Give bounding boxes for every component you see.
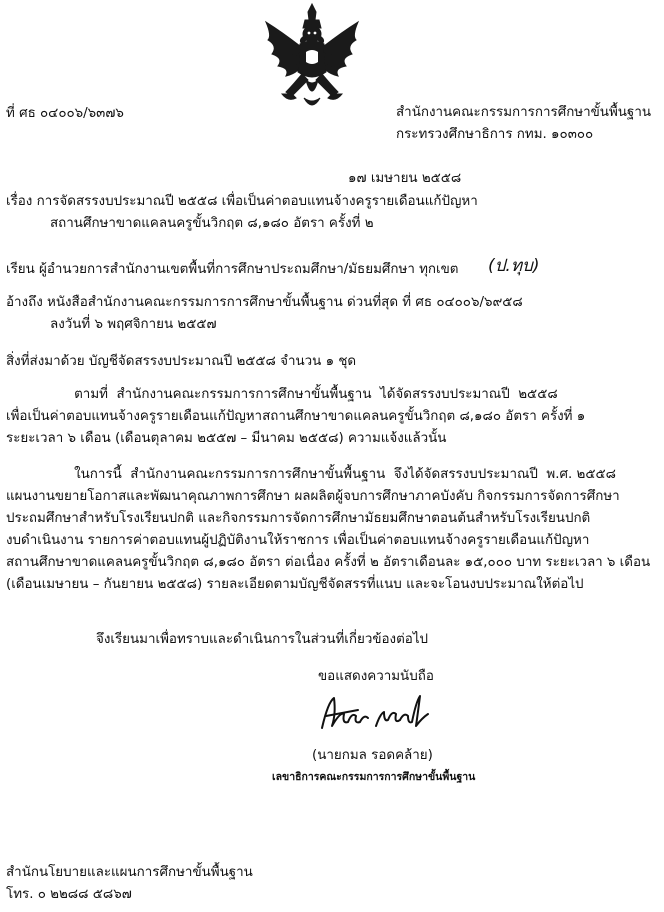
signer-position: เลขาธิการคณะกรรมการการศึกษาขั้นพื้นฐาน <box>272 771 476 783</box>
salutation: เรียน ผู้อำนวยการสำนักงานเขตพื้นที่การศึกษาประถมศึกษา/มัธยมศึกษา ทุกเขต <box>6 262 459 277</box>
paragraph-2-line: งบดำเนินงาน รายการค่าตอบแทนผู้ปฏิบัติงานให้ราชการ เพื่อเป็นค่าตอบแทนจ้างครูรายเดือนแก้ปัญหา <box>6 533 590 548</box>
paragraph-1 <box>6 384 585 450</box>
footer-department: สำนักนโยบายและแผนการศึกษาขั้นพื้นฐาน <box>6 865 253 880</box>
paragraph-1-line: ตามที่ สำนักงานคณะกรรมการการศึกษาขั้นพื้นฐาน ได้จัดสรรงบประมาณปี ๒๕๕๘ <box>6 387 558 402</box>
subject-block <box>6 191 478 235</box>
footer-block <box>6 862 253 906</box>
office-line-2: กระทรวงศึกษาธิการ กทม. ๑๐๓๐๐ <box>396 127 594 142</box>
handwritten-note: (ป.ทุบ) <box>488 256 540 276</box>
garuda-emblem <box>262 2 362 114</box>
paragraph-1-line: เพื่อเป็นค่าตอบแทนจ้างครูรายเดือนแก้ปัญหาสถานศึกษาขาดแคลนครูขั้นวิกฤต ๘,๑๘๐ อัตรา ครั้งที่ ๑ <box>6 409 586 424</box>
paragraph-2-line: (เดือนเมษายน – กันยายน ๒๕๕๘) รายละเอียดตามบัญชีจัดสรรที่แนบ และจะโอนงบประมาณให้ต่อไป <box>6 577 584 592</box>
subject-line-1: เรื่อง การจัดสรรงบประมาณปี ๒๕๕๘ เพื่อเป็นค่าตอบแทนจ้างครูรายเดือนแก้ปัญหา <box>6 194 478 209</box>
reference-block <box>6 292 523 336</box>
paragraph-2-line: สถานศึกษาขาดแคลนครูขั้นวิกฤต ๘,๑๘๐ อัตรา ต่อเนื่อง ครั้งที่ ๒ อัตราเดือนละ ๑๕,๐๐๐ บาท ระยะเวลา ๖ เดือน <box>6 555 651 570</box>
paragraph-2 <box>6 464 650 596</box>
regards-line: ขอแสดงความนับถือ <box>318 669 434 684</box>
subject-line-2: สถานศึกษาขาดแคลนครูขั้นวิกฤต ๘,๑๘๐ อัตรา ครั้งที่ ๒ <box>50 216 374 231</box>
paragraph-2-line: แผนงานขยายโอกาสและพัฒนาคุณภาพการศึกษา ผลผลิตผู้จบการศึกษาภาคบังคับ กิจกรรมการจัดการศึกษา <box>6 489 620 504</box>
signer-name: (นายกมล รอดคล้าย) <box>312 748 433 763</box>
reference-line-2: ลงวันที่ ๖ พฤศจิกายน ๒๕๕๗ <box>50 317 217 332</box>
paragraph-2-line: ประถมศึกษาสำหรับโรงเรียนปกติ และกิจกรรมการจัดการศึกษามัธยมศึกษาตอนต้นสำหรับโรงเรียนปกติ <box>6 511 591 526</box>
letter-date: ๑๗ เมษายน ๒๕๕๘ <box>348 171 462 186</box>
enclosure-line: สิ่งที่ส่งมาด้วย บัญชีจัดสรรงบประมาณปี ๒๕๕๘ จำนวน ๑ ชุด <box>6 354 357 369</box>
signature <box>318 692 434 736</box>
paragraph-2-line: ในการนี้ สำนักงานคณะกรรมการการศึกษาขั้นพื้นฐาน จึงได้จัดสรรงบประมาณปี พ.ศ. ๒๕๕๘ <box>6 467 616 482</box>
reference-line-1: อ้างถึง หนังสือสำนักงานคณะกรรมการการศึกษาขั้นพื้นฐาน ด่วนที่สุด ที่ ศธ ๐๔๐๐๖/๖๙๕๘ <box>6 295 523 310</box>
paragraph-1-line: ระยะเวลา ๖ เดือน (เดือนตุลาคม ๒๕๕๗ – มีนาคม ๒๕๕๘) ความแจ้งแล้วนั้น <box>6 431 447 446</box>
closing-sentence: จึงเรียนมาเพื่อทราบและดำเนินการในส่วนที่เกี่ยวข้องต่อไป <box>96 632 429 647</box>
office-line-1: สำนักงานคณะกรรมการการศึกษาขั้นพื้นฐาน <box>396 105 651 120</box>
issuing-office <box>396 102 651 146</box>
reference-number: ที่ ศธ ๐๔๐๐๖/๖๓๗๖ <box>6 106 124 121</box>
footer-phone: โทร. ๐ ๒๒๘๘ ๕๘๖๗ <box>6 887 132 902</box>
